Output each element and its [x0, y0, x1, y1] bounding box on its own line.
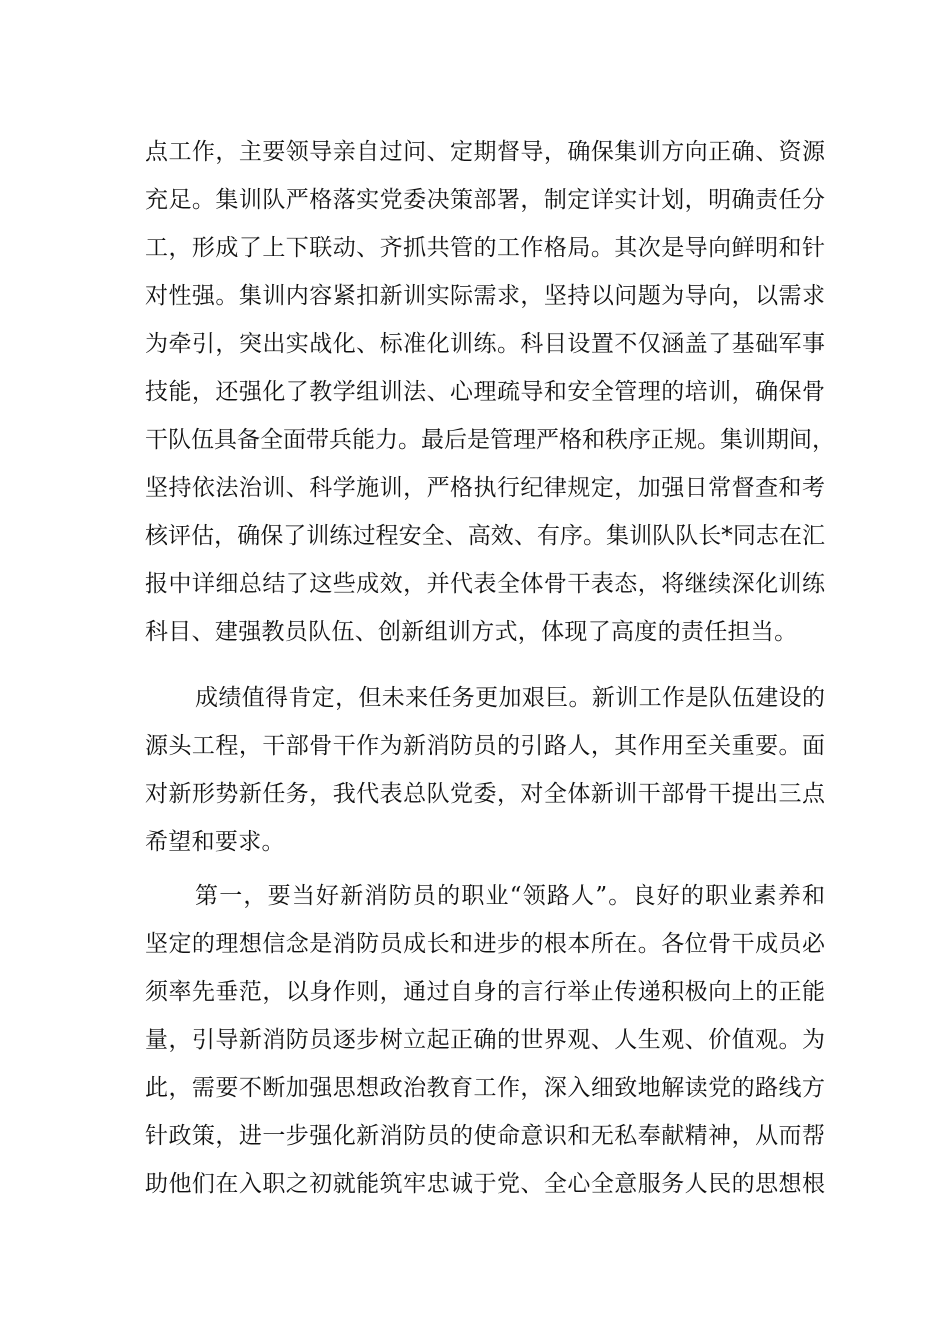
text-line: 量，引导新消防员逐步树立起正确的世界观、人生观、价值观。为	[145, 1027, 825, 1053]
paragraph-first-requirement	[145, 872, 825, 1208]
text-line: 充足。集训队严格落实党委决策部署，制定详实计划，明确责任分	[145, 187, 825, 213]
text-line: 希望和要求。	[145, 829, 285, 855]
text-line: 第一，要当好新消防员的职业“领路人”。良好的职业素养和	[195, 883, 825, 909]
text-line: 此，需要不断加强思想政治教育工作，深入细致地解读党的路线方	[145, 1075, 825, 1101]
text-line: 坚定的理想信念是消防员成长和进步的根本所在。各位骨干成员必	[145, 931, 825, 957]
text-line: 坚持依法治训、科学施训，严格执行纪律规定，加强日常督查和考	[145, 475, 825, 501]
text-line: 源头工程，干部骨干作为新消防员的引路人，其作用至关重要。面	[145, 733, 825, 759]
text-line: 核评估，确保了训练过程安全、高效、有序。集训队队长*同志在汇	[145, 523, 825, 549]
text-line: 技能，还强化了教学组训法、心理疏导和安全管理的培训，确保骨	[145, 379, 825, 405]
paragraph-achievements	[145, 128, 835, 656]
text-line: 干队伍具备全面带兵能力。最后是管理严格和秩序正规。集训期间，	[145, 427, 835, 453]
text-line: 对新形势新任务，我代表总队党委，对全体新训干部骨干提出三点	[145, 781, 825, 807]
text-line: 报中详细总结了这些成效，并代表全体骨干表态，将继续深化训练	[145, 571, 825, 597]
text-line: 科目、建强教员队伍、创新组训方式，体现了高度的责任担当。	[145, 619, 798, 645]
text-line: 成绩值得肯定，但未来任务更加艰巨。新训工作是队伍建设的	[195, 685, 825, 711]
paragraph-requirements-intro	[145, 674, 825, 866]
text-line: 工，形成了上下联动、齐抓共管的工作格局。其次是导向鲜明和针	[145, 235, 825, 261]
document-page	[145, 128, 835, 1208]
text-line: 对性强。集训内容紧扣新训实际需求，坚持以问题为导向，以需求	[145, 283, 825, 309]
text-line: 点工作，主要领导亲自过问、定期督导，确保集训方向正确、资源	[145, 139, 825, 165]
text-line: 为牵引，突出实战化、标准化训练。科目设置不仅涵盖了基础军事	[145, 331, 825, 357]
text-line: 助他们在入职之初就能筑牢忠诚于党、全心全意服务人民的思想根	[145, 1171, 825, 1197]
text-line: 针政策，进一步强化新消防员的使命意识和无私奉献精神，从而帮	[145, 1123, 825, 1149]
text-line: 须率先垂范，以身作则，通过自身的言行举止传递积极向上的正能	[145, 979, 825, 1005]
